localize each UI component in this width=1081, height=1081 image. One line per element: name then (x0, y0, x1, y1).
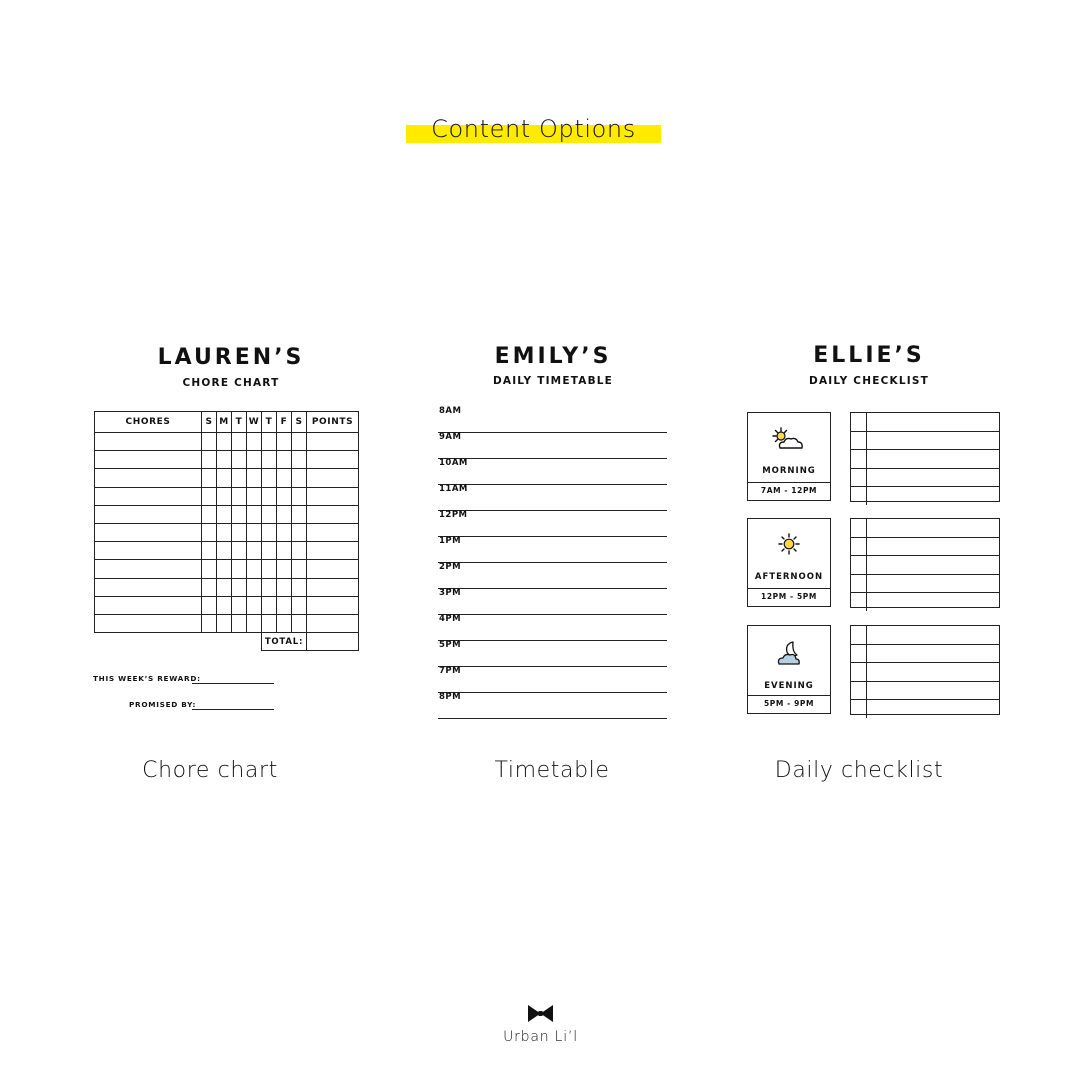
time-label: 7PM (439, 666, 462, 676)
checklist-row (851, 645, 999, 664)
checkbox-cell (851, 413, 867, 431)
day-cell (292, 560, 307, 578)
chore-row (95, 596, 359, 614)
day-cell (247, 433, 262, 451)
time-label: 8PM (439, 692, 462, 702)
day-cell (277, 451, 292, 469)
day-cell (277, 542, 292, 560)
timetable-row (438, 588, 667, 615)
chore-cell (95, 487, 202, 505)
timetable-title: EMILY’S (494, 344, 612, 369)
time-label: 10AM (439, 458, 468, 468)
chore-cell (95, 451, 202, 469)
chore-cell (95, 614, 202, 632)
day-cell (262, 596, 277, 614)
day-cell (232, 560, 247, 578)
checklist-row (851, 682, 999, 701)
day-cell (262, 433, 277, 451)
checkbox-cell (851, 432, 867, 450)
day-cell (202, 614, 217, 632)
page-title: Content Options (431, 115, 636, 143)
day-cell (202, 487, 217, 505)
day-cell (292, 542, 307, 560)
checkbox-cell (851, 556, 867, 574)
chore-cell (95, 596, 202, 614)
timetable-row (438, 458, 667, 485)
checklist-row (851, 575, 999, 594)
checklist-row (851, 538, 999, 557)
day-cell (202, 505, 217, 523)
day-cell (262, 487, 277, 505)
period-range: 5PM - 9PM (748, 695, 830, 713)
points-cell (307, 596, 359, 614)
day-cell (262, 560, 277, 578)
checkbox-cell (851, 663, 867, 681)
reward-label: THIS WEEK’S REWARD: (93, 674, 201, 683)
chore-table-header (95, 412, 359, 433)
chore-chart-caption: Chore chart (142, 758, 278, 783)
points-cell (307, 560, 359, 578)
checkbox-cell (851, 645, 867, 663)
day-cell (202, 469, 217, 487)
day-cell (247, 505, 262, 523)
bow-tie-icon (528, 1005, 553, 1022)
day-cell (247, 469, 262, 487)
chore-row (95, 487, 359, 505)
day-cell (292, 614, 307, 632)
day-cell (217, 596, 232, 614)
column-header-chores: CHORES (95, 412, 202, 433)
day-cell (292, 469, 307, 487)
heading-block (406, 111, 661, 147)
day-cell (292, 505, 307, 523)
total-points-cell (307, 633, 359, 651)
day-cell (202, 560, 217, 578)
day-cell (202, 578, 217, 596)
day-cell (202, 596, 217, 614)
column-header-day: W (247, 412, 262, 433)
checkbox-cell (851, 538, 867, 556)
time-label: 12PM (439, 510, 468, 520)
day-cell (262, 578, 277, 596)
day-cell (277, 523, 292, 541)
checklist-row (851, 450, 999, 469)
day-cell (262, 451, 277, 469)
time-label: 5PM (439, 640, 462, 650)
chore-row (95, 433, 359, 451)
checklist-row (851, 556, 999, 575)
checklist-row (851, 663, 999, 682)
checklist-afternoon (850, 518, 1000, 608)
total-row (95, 633, 359, 651)
day-cell (262, 505, 277, 523)
day-cell (232, 578, 247, 596)
period-range: 7AM - 12PM (748, 482, 830, 500)
day-cell (247, 523, 262, 541)
points-cell (307, 433, 359, 451)
day-cell (232, 523, 247, 541)
day-cell (202, 523, 217, 541)
day-cell (247, 560, 262, 578)
day-cell (217, 433, 232, 451)
chore-row (95, 523, 359, 541)
day-cell (247, 487, 262, 505)
day-cell (262, 542, 277, 560)
checklist-subtitle: DAILY CHECKLIST (809, 375, 929, 387)
time-label: 9AM (439, 432, 462, 442)
day-cell (232, 614, 247, 632)
timetable-row (438, 692, 667, 719)
day-cell (262, 614, 277, 632)
checklist-title: ELLIE’S (813, 343, 925, 368)
column-header-day: T (232, 412, 247, 433)
time-label: 8AM (439, 406, 462, 416)
day-cell (277, 614, 292, 632)
timetable-row (438, 666, 667, 693)
chore-row (95, 578, 359, 596)
timetable-row (438, 640, 667, 667)
day-cell (277, 505, 292, 523)
time-label: 1PM (439, 536, 462, 546)
timetable-row (438, 432, 667, 459)
day-cell (217, 560, 232, 578)
timetable-row (438, 484, 667, 511)
day-cell (262, 469, 277, 487)
day-cell (247, 542, 262, 560)
checkbox-cell (851, 450, 867, 468)
column-header-day: S (202, 412, 217, 433)
chore-row (95, 451, 359, 469)
chore-cell (95, 469, 202, 487)
day-cell (277, 469, 292, 487)
checkbox-cell (851, 575, 867, 593)
chore-cell (95, 578, 202, 596)
day-cell (277, 487, 292, 505)
day-cell (247, 596, 262, 614)
total-label: TOTAL: (262, 633, 307, 651)
day-cell (277, 578, 292, 596)
day-cell (217, 505, 232, 523)
day-cell (202, 542, 217, 560)
period-name: EVENING (764, 681, 814, 691)
timetable-row (438, 536, 667, 563)
day-cell (217, 451, 232, 469)
timetable-row (438, 406, 667, 433)
chore-row (95, 614, 359, 632)
moon-cloud-icon (768, 638, 808, 668)
checkbox-cell (851, 487, 867, 505)
chore-row (95, 469, 359, 487)
day-cell (232, 505, 247, 523)
checkbox-cell (851, 626, 867, 644)
chore-cell (95, 560, 202, 578)
column-header-day: F (277, 412, 292, 433)
period-evening (747, 625, 831, 714)
checklist-row (851, 626, 999, 645)
day-cell (247, 614, 262, 632)
time-label: 3PM (439, 588, 462, 598)
promised-line (192, 708, 274, 710)
chore-cell (95, 433, 202, 451)
timetable-subtitle: DAILY TIMETABLE (492, 375, 614, 387)
column-header-day: T (262, 412, 277, 433)
timetable-row (438, 562, 667, 589)
day-cell (202, 451, 217, 469)
points-cell (307, 614, 359, 632)
day-cell (232, 596, 247, 614)
checkbox-cell (851, 593, 867, 611)
checklist-row (851, 487, 999, 505)
day-cell (292, 523, 307, 541)
checklist-caption: Daily checklist (774, 758, 944, 783)
brand-name: Urban Li’l (503, 1029, 578, 1045)
reward-line (192, 682, 274, 684)
timetable-row (438, 614, 667, 641)
checklist-morning (850, 412, 1000, 502)
column-header-day: M (217, 412, 232, 433)
chore-chart-title: LAUREN’S (157, 345, 305, 370)
checkbox-cell (851, 469, 867, 487)
chore-chart-subtitle: CHORE CHART (182, 377, 280, 389)
checklist-row (851, 593, 999, 611)
time-label: 2PM (439, 562, 462, 572)
day-cell (292, 451, 307, 469)
checklist-evening (850, 625, 1000, 715)
points-cell (307, 523, 359, 541)
timetable-caption: Timetable (494, 758, 610, 783)
day-cell (292, 596, 307, 614)
day-cell (217, 578, 232, 596)
day-cell (277, 560, 292, 578)
checkbox-cell (851, 519, 867, 537)
day-cell (292, 433, 307, 451)
points-cell (307, 451, 359, 469)
period-name: AFTERNOON (754, 572, 824, 582)
sun-cloud-icon (768, 425, 808, 455)
chore-row (95, 542, 359, 560)
time-label: 4PM (439, 614, 462, 624)
points-cell (307, 487, 359, 505)
points-cell (307, 542, 359, 560)
checkbox-cell (851, 700, 867, 718)
column-header-points: POINTS (307, 412, 359, 433)
promised-label: PROMISED BY: (129, 700, 197, 709)
day-cell (202, 433, 217, 451)
day-cell (247, 451, 262, 469)
day-cell (232, 469, 247, 487)
checkbox-cell (851, 682, 867, 700)
period-name: MORNING (762, 466, 816, 476)
day-cell (232, 451, 247, 469)
checklist-row (851, 469, 999, 488)
day-cell (247, 578, 262, 596)
points-cell (307, 578, 359, 596)
day-cell (262, 523, 277, 541)
day-cell (292, 578, 307, 596)
day-cell (292, 487, 307, 505)
day-cell (232, 433, 247, 451)
day-cell (217, 542, 232, 560)
period-range: 12PM - 5PM (748, 588, 830, 606)
points-cell (307, 505, 359, 523)
day-cell (217, 487, 232, 505)
checklist-row (851, 519, 999, 538)
chore-table (94, 411, 359, 651)
checklist-row (851, 432, 999, 451)
chore-cell (95, 523, 202, 541)
chore-cell (95, 505, 202, 523)
points-cell (307, 469, 359, 487)
chore-row (95, 560, 359, 578)
period-afternoon (747, 518, 831, 607)
day-cell (217, 523, 232, 541)
day-cell (277, 596, 292, 614)
day-cell (232, 487, 247, 505)
timetable-row (438, 510, 667, 537)
sun-icon (768, 531, 808, 561)
column-header-day: S (292, 412, 307, 433)
day-cell (217, 614, 232, 632)
day-cell (232, 542, 247, 560)
day-cell (277, 433, 292, 451)
checklist-row (851, 413, 999, 432)
chore-row (95, 505, 359, 523)
period-morning (747, 412, 831, 501)
time-label: 11AM (439, 484, 468, 494)
checklist-row (851, 700, 999, 718)
chore-cell (95, 542, 202, 560)
day-cell (217, 469, 232, 487)
